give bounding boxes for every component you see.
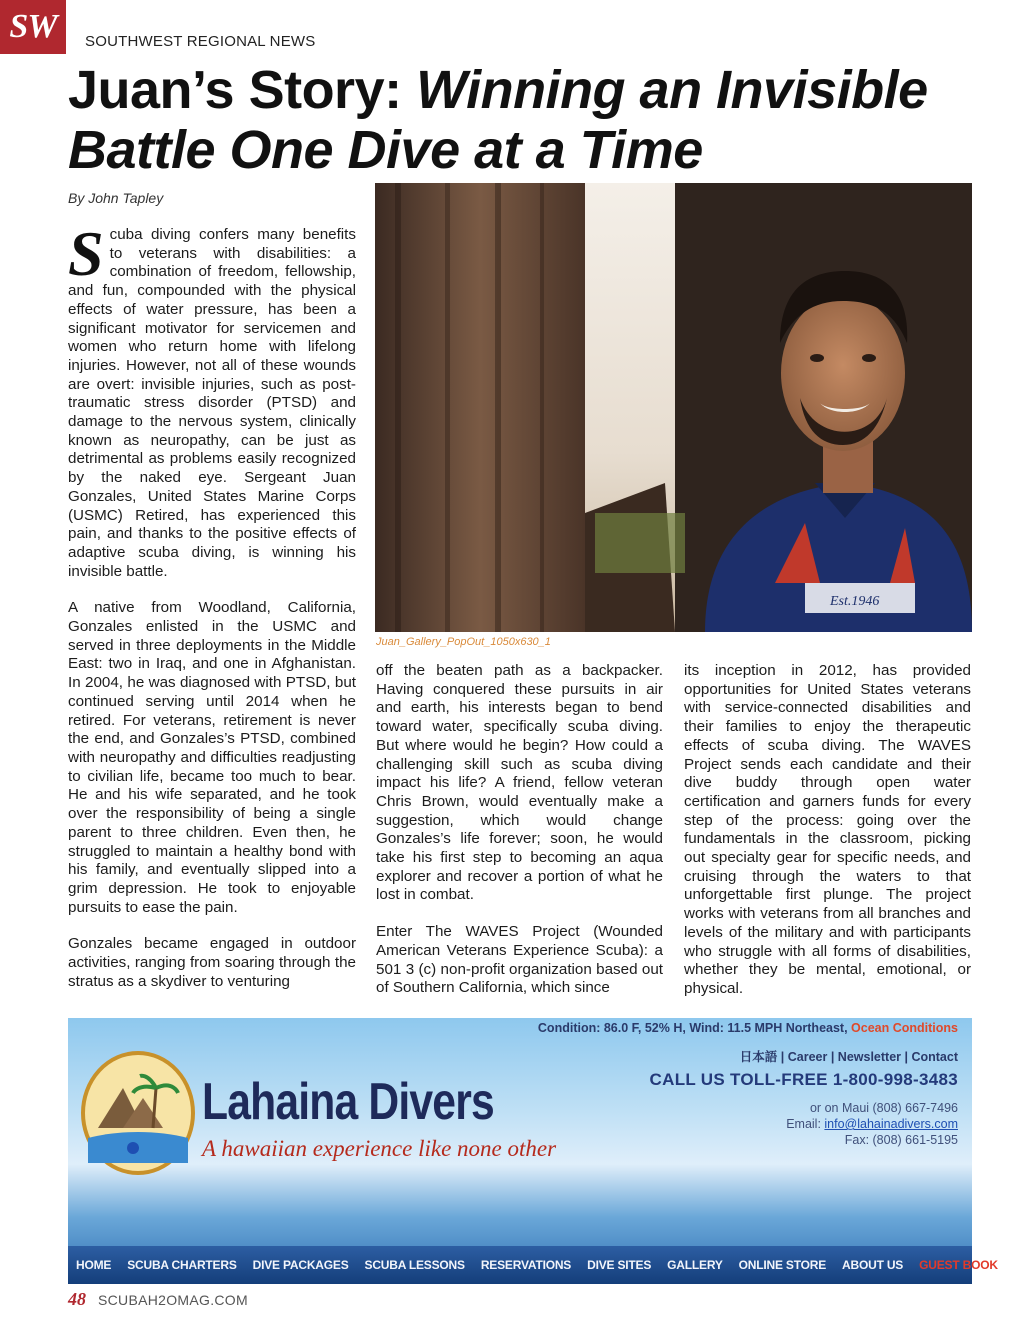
article-column-1 <box>68 218 356 1009</box>
fax-line: Fax: (808) 661-5195 <box>844 1133 958 1147</box>
paragraph-text: cuba diving confers many benefits to veterans with disabilities: a combination of freedom, fellowship, and fun, compounded with the physical effects of water pressure, has been a significant motivator for servicemen and women who return home with lifelong injuries. However, not all of these wounds are overt: invisible injuries, such as post-traumatic stress disorder (PTSD) and damage to the nervous system, clinically known as neuropathy, can be just as detrimental as problems easily recognized by the naked eye. Sergeant Juan Gonzales, United States Marine Corps (USMC) Retired, has experienced this pain, and thanks to the positive effects of adaptive scuba diving, is winning his invisible battle. <box>68 226 356 580</box>
ad-nav-dive-sites[interactable]: DIVE SITES <box>587 1258 652 1272</box>
shirt-text: Est.1946 <box>830 594 880 609</box>
ad-nav-reservations[interactable]: RESERVATIONS <box>480 1258 572 1272</box>
paragraph: off the beaten path as a backpacker. Having conquered these pursuits in air and earth, his interests began to bend toward water, specifically scuba diving. But where would he begin? How could a challenging skill such as scuba diving impact his life? A friend, fellow veteran Chris Brown, would eventually make a suggestion, which would change Gonzales’s life forever; soon, he would take his first step to becoming an aqua explorer and recover a portion of what he lost in combat. <box>376 662 663 904</box>
photo-caption: Juan_Gallery_PopOut_1050x630_1 <box>376 636 551 648</box>
ad-nav-guest-book[interactable]: GUEST BOOK <box>919 1258 998 1272</box>
page-number: 48 <box>68 1289 86 1309</box>
ad-nav-bar <box>68 1246 998 1284</box>
ad-nav-dive-packages[interactable]: DIVE PACKAGES <box>252 1258 349 1272</box>
byline: By John Tapley <box>68 190 164 206</box>
ad-contact-block <box>786 1100 958 1148</box>
ocean-conditions-link[interactable]: Ocean Conditions <box>851 1021 958 1035</box>
ad-nav-online-store[interactable]: ONLINE STORE <box>738 1258 827 1272</box>
feature-photo <box>375 183 972 632</box>
ad-nav-scuba-lessons[interactable]: SCUBA LESSONS <box>364 1258 465 1272</box>
ad-nav-about-us[interactable]: ABOUT US <box>842 1258 904 1272</box>
island-logo-icon <box>78 1048 198 1178</box>
paragraph <box>68 218 356 581</box>
ad-nav-gallery[interactable]: GALLERY <box>667 1258 723 1272</box>
page-footer <box>68 1289 248 1310</box>
lahaina-divers-ad[interactable] <box>68 1018 998 1284</box>
ad-brand-name: Lahaina Divers <box>202 1073 494 1131</box>
conditions-text: Condition: 86.0 F, 52% H, Wind: 11.5 MPH Northeast, <box>537 1021 852 1035</box>
ad-conditions <box>538 1021 958 1035</box>
article-column-3 <box>684 662 971 1017</box>
ad-nav-scuba-charters[interactable]: SCUBA CHARTERS <box>127 1258 237 1272</box>
ad-nav-home[interactable]: HOME <box>76 1258 112 1272</box>
ad-tagline: A hawaiian experience like none other <box>202 1136 557 1161</box>
headline-italic: Winning an Invisible Battle One Dive at a Time <box>68 60 928 180</box>
headline-plain: Juan’s Story: <box>68 60 417 120</box>
photo-illustration <box>375 183 972 632</box>
email-link[interactable]: info@lahainadivers.com <box>824 1117 958 1131</box>
paragraph: Gonzales became engaged in outdoor activities, ranging from soaring through the stratus as a skydiver to venturing <box>68 935 356 990</box>
ad-toll-free: CALL US TOLL-FREE 1-800-998-3483 <box>649 1070 958 1089</box>
drop-cap: S <box>68 218 104 289</box>
section-badge: SW <box>0 0 66 54</box>
article-headline <box>68 60 998 180</box>
paragraph: its inception in 2012, has provided opportunities for United States veterans with service-connected disabilities and their families to enjoy the therapeutic effects of scuba diving. The WAVES Project sends each candidate and their dive buddy through open water certification and garners funds for every step of the process: going over the fundamentals in the classroom, picking out specialty gear for specific needs, and cruising through the waters to that unforgettable first plunge. The project works with veterans from all branches and levels of the military and with participants who struggle with all forms of disabilities, whether they be mental, emotional, or physical. <box>684 662 971 997</box>
maui-phone: or on Maui (808) 667-7496 <box>809 1101 958 1115</box>
site-url: SCUBAH2OMAG.COM <box>98 1292 248 1308</box>
section-label: SOUTHWEST REGIONAL NEWS <box>85 33 316 50</box>
email-line <box>786 1116 958 1132</box>
ad-top-links[interactable]: 日本語 | Career | Newsletter | Contact <box>739 1050 958 1064</box>
paragraph: A native from Woodland, California, Gonzales enlisted in the USMC and served in three deployments in the Middle East: two in Iraq, and one in Afghanistan. In 2004, he was diagnosed with PTSD, but continued serving until 2014 when he retired. For veterans, retirement is never the end, and Gonzales’s PTSD, combined with neuropathy and difficulties readjusting to civilian life, became too much to bear. He and his wife separated, and he took over the responsibility of being a single parent to three children. Even then, he struggled to maintain a healthy bond with his family, and eventually slipped into a grim depression. He took to enjoyable pursuits to ease the pain. <box>68 599 356 916</box>
article-column-2 <box>376 662 663 1016</box>
email-label: Email: <box>786 1117 825 1131</box>
paragraph: Enter The WAVES Project (Wounded American Veterans Experience Scuba): a 501 3 (c) non-profit organization based out of Southern California, which since <box>376 923 663 997</box>
